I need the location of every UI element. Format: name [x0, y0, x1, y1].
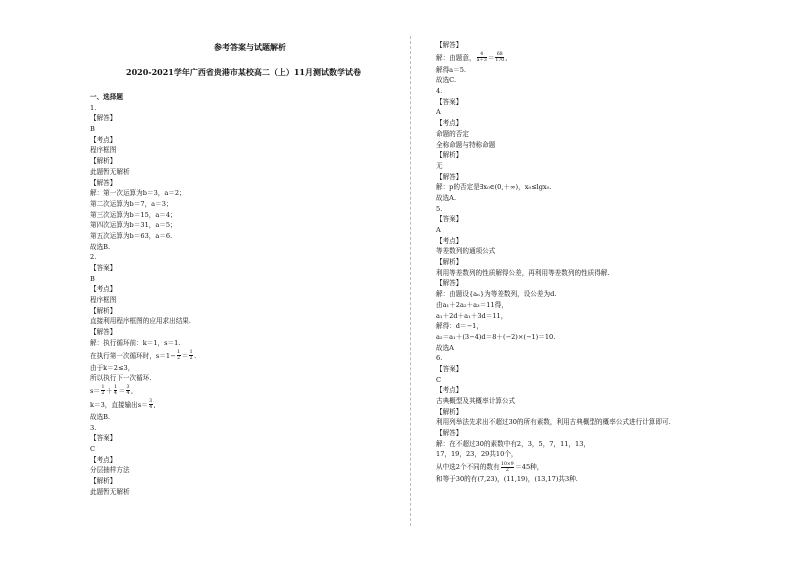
answer-tag: 【答案】	[436, 215, 463, 224]
fraction-denominator: 2	[177, 356, 181, 361]
solution-tag: 【解答】	[436, 279, 463, 288]
solution-line: 第四次运算为b＝31，a＝5；	[90, 221, 177, 230]
answer-value: A	[436, 108, 441, 117]
question-number: 6.	[436, 354, 443, 363]
knowledge-point: 程序框图	[90, 296, 117, 305]
fraction	[101, 385, 105, 396]
formula-text: s＝	[90, 386, 100, 395]
solution-line-fraction	[436, 460, 766, 474]
analysis-tag: 【解析】	[436, 407, 463, 416]
formula-text: ＝	[487, 53, 495, 62]
solution-line-fraction	[90, 384, 390, 398]
solution-line: 第三次运算为b＝15，a＝4；	[90, 210, 177, 219]
solution-line: 解：由题设{aₙ}为等差数列，设公差为d.	[436, 290, 557, 299]
analysis-text: 利用等差数列的性质解得公差，再利用等差数列的性质得解.	[436, 268, 610, 277]
page-title: 参考答案与试题解析	[214, 42, 286, 52]
fraction-numerator: 3	[149, 399, 153, 405]
solution-line: 解得a＝5.	[436, 65, 467, 74]
answer-tag: 【答案】	[90, 434, 117, 443]
solution-line: 由a₁＋2a₂＋a₃＝11得，	[436, 300, 508, 309]
fraction	[189, 350, 193, 361]
question-number: 4.	[436, 87, 443, 96]
formula-text: ＝45种，	[515, 463, 544, 472]
exam-title: 2020-2021学年广西省贵港市某校高二（上）11月测试数学试卷	[126, 67, 361, 77]
analysis-text: 利用列举法先求出不超过30的所有素数，利用古典概型的概率公式进行计算即可.	[436, 418, 671, 427]
fraction-denominator: 4	[149, 405, 153, 411]
section-heading: 一、选择题	[90, 93, 123, 101]
knowledge-point-tag: 【考点】	[436, 386, 463, 395]
fraction-numerator: 1	[114, 385, 117, 391]
fraction	[477, 52, 487, 63]
solution-line: 解得：d＝−1，	[436, 322, 483, 331]
answer-tag: 【答案】	[436, 364, 463, 373]
formula-text: .	[194, 351, 197, 360]
formula-text: 从中选2个不同的数有	[436, 463, 500, 472]
solution-line: 解：在不超过30的素数中有2，3，5，7，11，13，	[436, 439, 591, 448]
solution-line: 和等于30的有(7,23)，(11,19)，(13,17)共3种.	[436, 475, 578, 484]
fraction-numerator: 10×9	[501, 461, 514, 467]
analysis-tag: 【解析】	[436, 258, 463, 267]
fraction-denominator: a＋3	[476, 58, 487, 64]
right-column	[436, 40, 766, 485]
question-number: 5.	[436, 204, 443, 213]
fraction-denominator: 4	[126, 391, 130, 397]
formula-text: 在执行第一次循环时，s＝1−	[90, 351, 176, 360]
knowledge-point: 古典概型及其概率计算公式	[436, 397, 516, 405]
question-number: 1.	[90, 103, 97, 112]
answer-value: A	[436, 226, 441, 234]
formula-text: k＝3，直接输出s＝	[90, 400, 148, 409]
answer-tag: 【答案】	[436, 97, 463, 106]
fraction-denominator: 4	[114, 391, 117, 397]
solution-line: 第二次运算为b＝7，a＝3；	[90, 199, 173, 208]
knowledge-point-tag: 【考点】	[436, 236, 463, 245]
solution-line-fraction	[90, 349, 390, 363]
solution-line: 所以执行下一次循环.	[90, 374, 152, 383]
knowledge-point-tag: 【考点】	[90, 135, 117, 144]
question-number: 3.	[90, 423, 97, 432]
solution-line: 由于k＝2≤3，	[90, 363, 135, 372]
knowledge-point: 全称命题与特称命题	[436, 140, 496, 149]
fraction	[495, 52, 504, 63]
solution-tag: 【解答】	[90, 178, 117, 187]
fraction-denominator: 2	[189, 356, 193, 361]
fraction	[177, 350, 181, 361]
analysis-text: 此题暂无解析	[90, 167, 130, 176]
fraction-numerator: 1	[101, 385, 105, 391]
fraction	[114, 385, 118, 396]
analysis-text: 直接利用程序框图的应用求出结果.	[90, 317, 192, 326]
answer-tag: 【答案】	[90, 264, 117, 272]
formula-text: 解：由题意，	[436, 53, 476, 62]
knowledge-point-tag: 【考点】	[90, 285, 117, 294]
solution-tag: 【解答】	[436, 429, 463, 438]
knowledge-point: 等差数列的通项公式	[436, 247, 496, 256]
fraction	[149, 399, 153, 410]
fraction-numerator: 3	[126, 385, 130, 391]
solution-line: 17，19，23，29共10个，	[436, 450, 518, 459]
solution-tag: 【解答】	[436, 172, 463, 181]
analysis-tag: 【解析】	[90, 477, 117, 485]
knowledge-point-tag: 【考点】	[436, 119, 463, 128]
analysis-tag: 【解析】	[436, 151, 463, 160]
fraction-numerator: 1	[189, 350, 193, 355]
formula-text: ,	[153, 400, 156, 409]
solution-line: 故选A	[436, 343, 454, 352]
solution-line: 解：执行循环前：k＝1，s＝1.	[90, 338, 181, 347]
solution-line: 故选A.	[436, 193, 457, 202]
analysis-text: 无	[436, 161, 443, 170]
solution-line-fraction	[436, 51, 766, 65]
fraction-denominator: 170	[495, 58, 505, 64]
answer-tag: 【解答】	[90, 114, 117, 123]
solution-line: 解：第一次运算为b＝3，a＝2；	[90, 189, 186, 198]
fraction-numerator: 1	[177, 350, 181, 355]
solution-line-fraction	[90, 398, 390, 412]
column-divider	[410, 36, 411, 526]
answer-value: C	[90, 444, 96, 453]
fraction	[126, 385, 130, 396]
knowledge-point-tag: 【考点】	[90, 455, 117, 464]
left-column	[90, 92, 390, 497]
fraction	[501, 462, 515, 473]
knowledge-point: 命题的否定	[436, 129, 469, 138]
fraction-denominator: 2	[505, 467, 509, 473]
analysis-text: 此题暂无解析	[90, 487, 130, 496]
answer-value: B	[90, 125, 95, 134]
question-number: 2.	[90, 253, 97, 262]
answer-value: B	[90, 274, 95, 283]
formula-text: ,	[505, 53, 508, 62]
solution-line: 故选C.	[436, 76, 457, 85]
solution-line: 故选B.	[90, 242, 111, 251]
solution-line: a₂＝a₁＋(3−4)d＝8＋(−2)×(−1)＝10.	[436, 332, 556, 341]
fraction-numerator: 68	[496, 52, 503, 58]
formula-text: ＝	[181, 351, 189, 360]
answer-value: C	[436, 375, 442, 384]
solution-tag: 【解答】	[436, 41, 463, 49]
solution-line: 故选B.	[90, 412, 111, 421]
formula-text: ,	[130, 386, 134, 395]
formula-text: ＝	[118, 386, 126, 395]
formula-text: ＋	[105, 386, 113, 395]
knowledge-point: 分层抽样方法	[90, 466, 130, 475]
solution-line: 解：p的否定是∃x₀∈(0,＋∞)，x₀≤lgx₀.	[436, 183, 552, 192]
solution-tag: 【解答】	[90, 328, 117, 337]
solution-line: a₁＋2d＋a₁＋3d＝11，	[436, 311, 508, 320]
analysis-tag: 【解析】	[90, 157, 117, 166]
fraction-denominator: 2	[101, 391, 105, 397]
solution-line: 第五次运算为b＝63，a＝6.	[90, 231, 173, 240]
analysis-tag: 【解析】	[90, 306, 117, 315]
knowledge-point: 程序框图	[90, 146, 117, 155]
fraction-numerator: 4	[477, 52, 487, 58]
